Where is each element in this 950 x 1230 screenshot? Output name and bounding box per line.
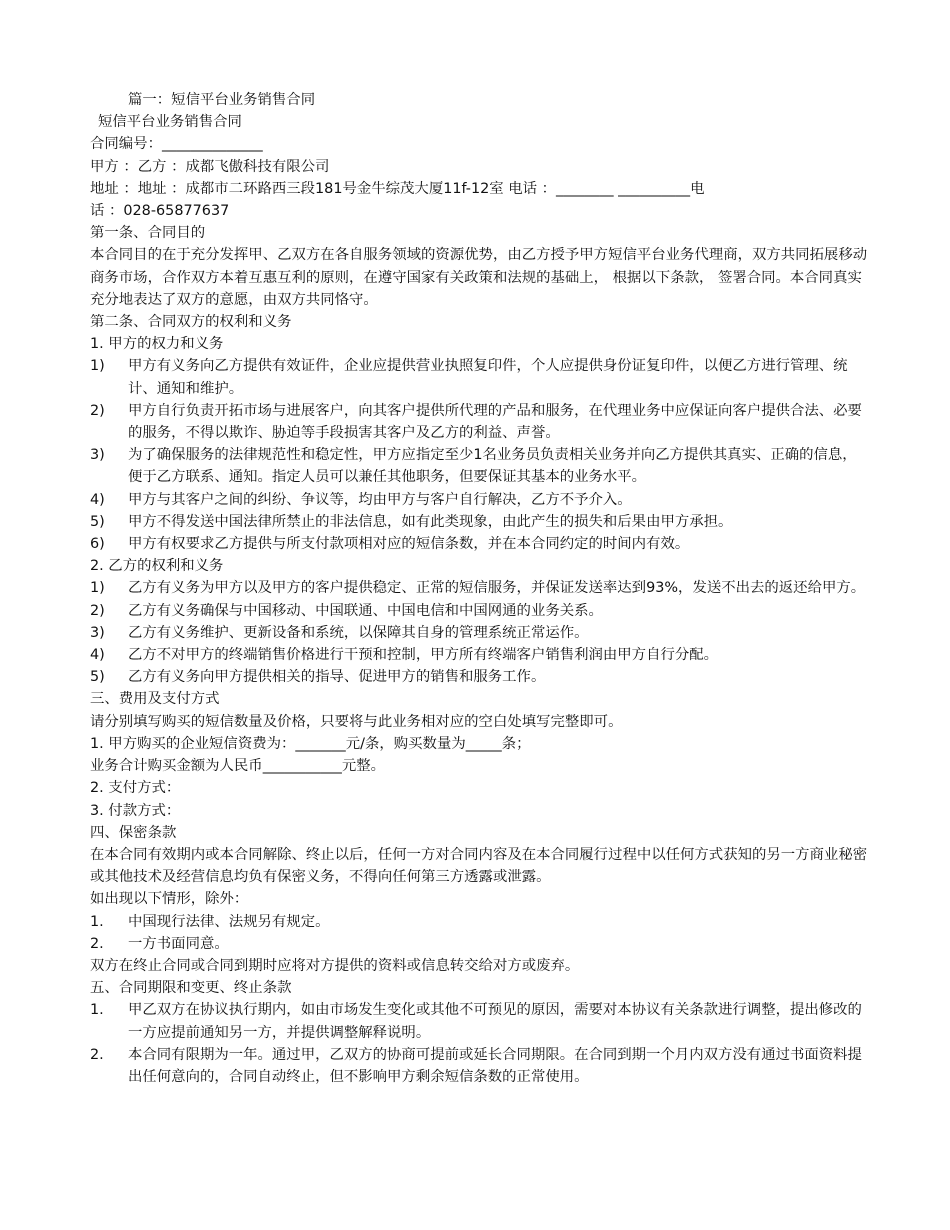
contract-number: 合同编号：______________ xyxy=(90,136,263,153)
list-item xyxy=(90,511,870,533)
list-item-text: 乙方有义务确保与中国移动、中国联通、中国电信和中国网通的业务关系。 xyxy=(128,602,603,619)
list-item-text: 甲方与其客户之间的纠纷、争议等，均由甲方与客户自行解决，乙方不予介入。 xyxy=(128,491,632,508)
list-item-number: 2) xyxy=(90,402,105,419)
article-4-title: 四、保密条款 xyxy=(90,824,177,841)
phone-line: 话 ：028-65877637 xyxy=(90,203,230,220)
list-item-text: 甲方不得发送中国法律所禁止的非法信息，如有此类现象，由此产生的损失和后果由甲方承担。 xyxy=(128,513,733,530)
list-item-text: 中国现行法律、法规另有规定。 xyxy=(128,913,330,930)
party-a-section-title: 1. 甲方的权力和义务 xyxy=(90,336,224,353)
list-item-text: 甲方有义务向乙方提供有效证件，企业应提供营业执照复印件，个人应提供身份证复印件，以便乙方进行管理、统计、通知和维护。 xyxy=(128,358,848,397)
list-item xyxy=(90,355,870,399)
list-item-text: 乙方有义务维护、更新设备和系统，以保障其自身的管理系统正常运作。 xyxy=(128,624,589,641)
list-item xyxy=(90,444,870,488)
list-item-number: 2. xyxy=(90,1046,104,1063)
list-item xyxy=(90,533,870,555)
list-item xyxy=(90,489,870,511)
article-2-title: 第二条、合同双方的权利和义务 xyxy=(90,314,292,331)
list-item-text: 乙方不对甲方的终端销售价格进行干预和控制，甲方所有终端客户销售利润由甲方自行分配。 xyxy=(128,647,719,664)
address-line: 地址 ：地址 ：成都市二环路西三段181号金牛综茂大厦11f-12室 电话 ：________ __________电 xyxy=(90,180,705,197)
list-item xyxy=(90,999,870,1043)
list-item xyxy=(90,577,870,599)
list-item xyxy=(90,600,870,622)
list-item xyxy=(90,911,870,933)
list-item xyxy=(90,622,870,644)
list-item-text: 乙方有义务向甲方提供相关的指导、促进甲方的销售和服务工作。 xyxy=(128,669,546,686)
list-item xyxy=(90,400,870,444)
list-item-number: 4) xyxy=(90,647,105,664)
list-item-text: 甲乙双方在协议执行期内，如由市场发生变化或其他不可预见的原因，需要对本协议有关条款进行调整，提出修改的一方应提前通知另一方，并提供调整解释说明。 xyxy=(128,1002,862,1041)
list-item-number: 5) xyxy=(90,513,105,530)
article-3-payment-terms: 3. 付款方式： xyxy=(90,802,181,819)
list-item-text: 甲方有权要求乙方提供与所支付款项相对应的短信条数，并在本合同约定的时间内有效。 xyxy=(128,536,690,553)
article-3-intro: 请分别填写购买的短信数量及价格，只要将与此业务相对应的空白处填写完整即可。 xyxy=(90,713,623,730)
list-item-number: 1. xyxy=(90,913,104,930)
document-subtitle: 短信平台业务销售合同 xyxy=(98,114,242,131)
article-1-text: 本合同目的在于充分发挥甲、乙双方在各自服务领域的资源优势，由乙方授予甲方短信平台业务代理商，双方共同拓展移动商务市场，合作双方本着互惠互利的原则，在遵守国家有关政策和法规的基础上， 根据以下条款， 签署合同。本合同真实充分地表达了双方的意愿，由双方共同恪守。 xyxy=(90,247,868,308)
list-item-number: 1. xyxy=(90,1002,104,1019)
party-b-section-title: 2. 乙方的权利和义务 xyxy=(90,558,224,575)
article-3-price-line: 1. 甲方购买的企业短信资费为：_______元/条，购买数量为_____条； xyxy=(90,735,531,752)
article-4-end: 双方在终止合同或合同到期时应将对方提供的资料或信息转交给对方或废弃。 xyxy=(90,957,580,974)
article-5-title: 五、合同期限和变更、终止条款 xyxy=(90,980,292,997)
article-3-total-line: 业务合计购买金额为人民币___________元整。 xyxy=(90,758,386,775)
article-4-exceptions-intro: 如出现以下情形，除外： xyxy=(90,891,249,908)
list-item-text: 为了确保服务的法律规范性和稳定性，甲方应指定至少1名业务员负责相关业务并向乙方提供其真实、正确的信息，便于乙方联系、通知。指定人员可以兼任其他职务，但要保证其基本的业务水平。 xyxy=(128,447,857,486)
list-item-text: 本合同有限期为一年。通过甲，乙双方的协商可提前或延长合同期限。在合同到期一个月内双方没有通过书面资料提出任何意向的，合同自动终止，但不影响甲方剩余短信条数的正常使用。 xyxy=(128,1046,862,1085)
article-3-payment-method: 2. 支付方式： xyxy=(90,780,181,797)
list-item-number: 3) xyxy=(90,447,105,464)
list-item xyxy=(90,666,870,688)
list-item-number: 2. xyxy=(90,935,104,952)
parties-line: 甲方 ：乙方 ：成都飞傲科技有限公司 xyxy=(90,158,330,175)
list-item-number: 4) xyxy=(90,491,105,508)
list-item-number: 2) xyxy=(90,602,105,619)
list-item xyxy=(90,644,870,666)
article-4-text: 在本合同有效期内或本合同解除、终止以后，任何一方对合同内容及在本合同履行过程中以任何方式获知的另一方商业秘密或其他技术及经营信息均负有保密义务，不得向任何第三方透露或泄露。 xyxy=(90,846,868,886)
list-item-number: 6) xyxy=(90,536,105,553)
article-3-title: 三、费用及支付方式 xyxy=(90,691,220,708)
list-item-number: 1) xyxy=(90,358,105,375)
list-item xyxy=(90,933,870,955)
list-item-number: 3) xyxy=(90,624,105,641)
document-title: 篇一：短信平台业务销售合同 xyxy=(128,92,316,108)
list-item xyxy=(90,1044,870,1088)
list-item-number: 1) xyxy=(90,580,105,597)
list-item-text: 一方书面同意。 xyxy=(128,935,229,952)
list-item-number: 5) xyxy=(90,669,105,686)
list-item-text: 甲方自行负责开拓市场与进展客户，向其客户提供所代理的产品和服务，在代理业务中应保证向客户提供合法、必要的服务，不得以欺诈、胁迫等手段损害其客户及乙方的利益、声誉。 xyxy=(128,402,862,442)
list-item-text: 乙方有义务为甲方以及甲方的客户提供稳定、正常的短信服务，并保证发送率达到93%，发送不出去的返还给甲方。 xyxy=(128,580,866,597)
article-1-title: 第一条、合同目的 xyxy=(90,225,206,242)
